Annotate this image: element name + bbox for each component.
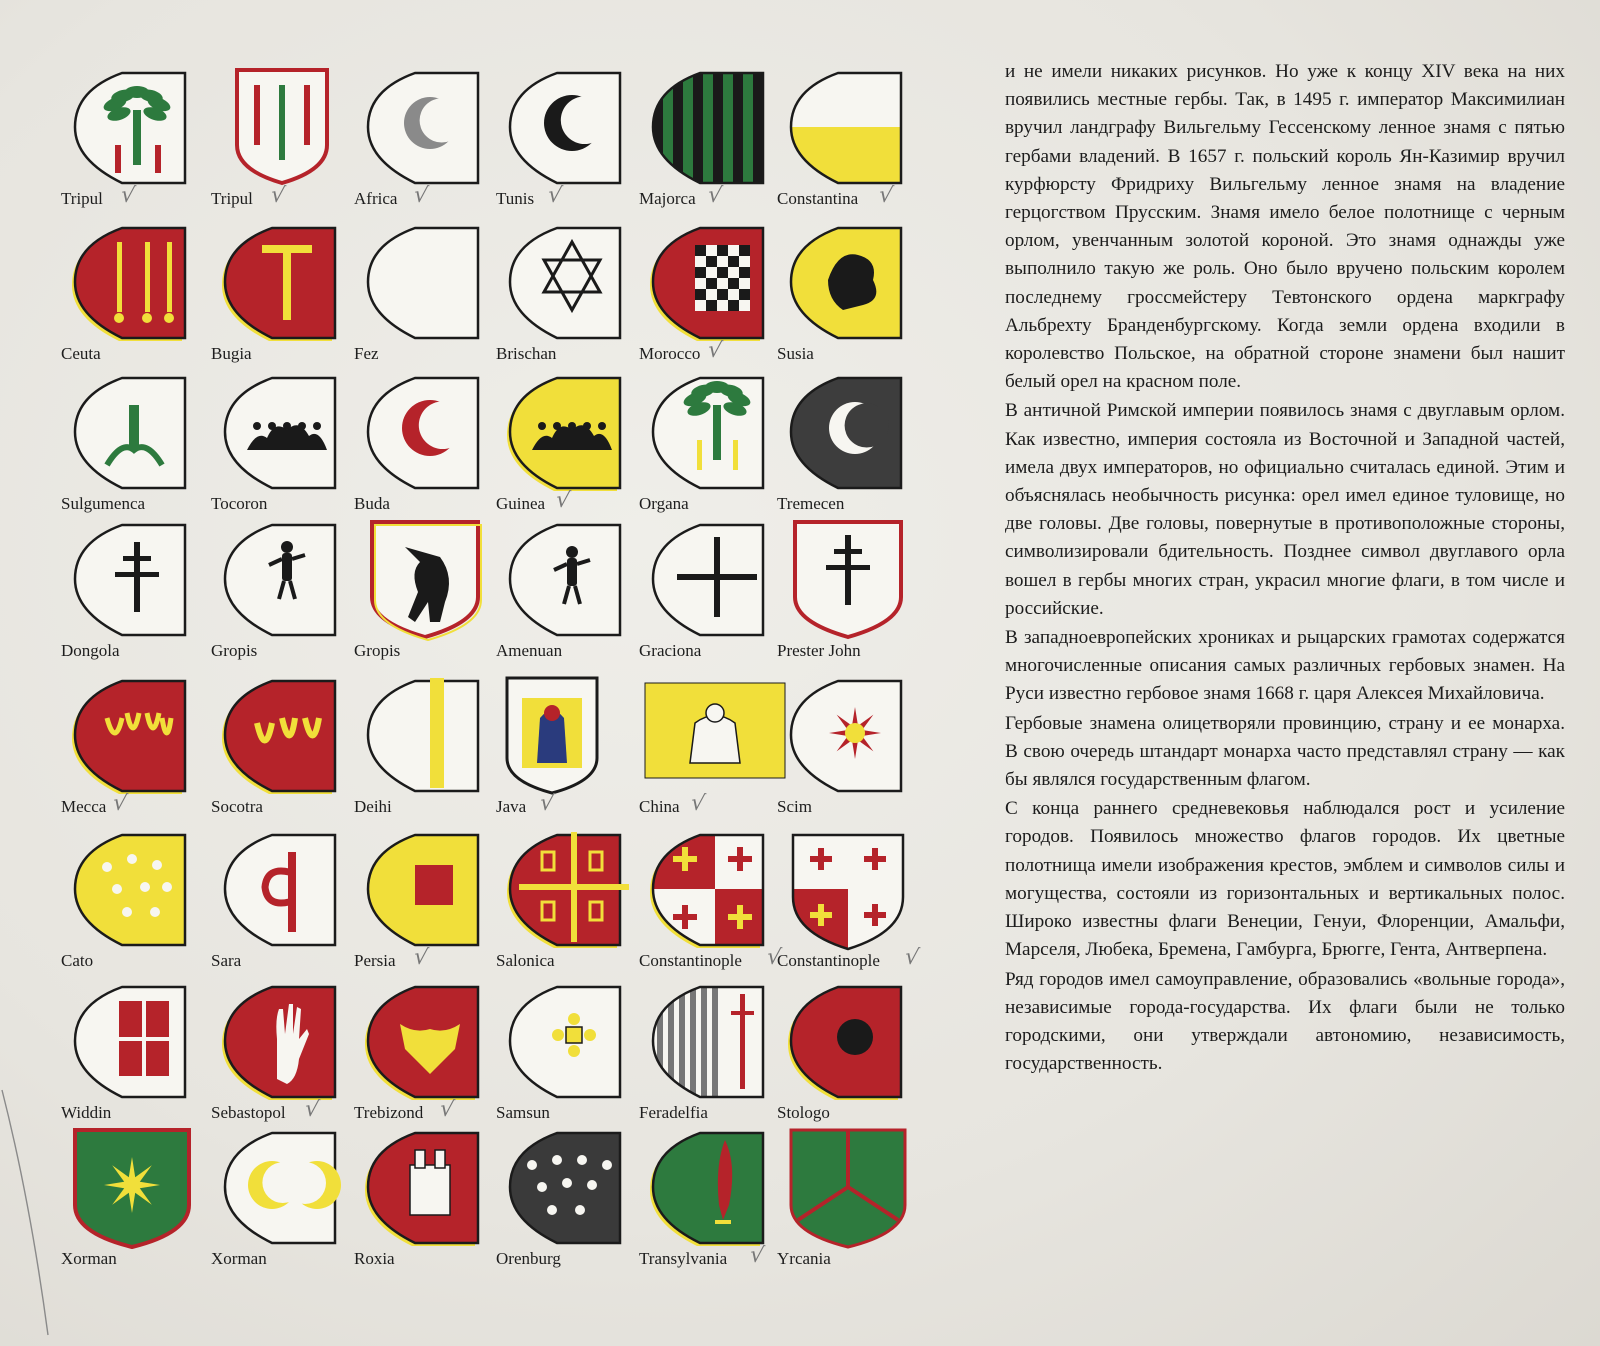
paragraph: В западноевропейских хрониках и рыцарских грамотах содержатся многочисленные описания самых различных гербовых знамен. На Руси известно гербовое знамя 1668 г. царя Алексея Михайловича. [1005,627,1565,705]
shield-label: Tripul [61,189,103,208]
shield-cell [211,1125,352,1275]
shield-label: Scim [777,797,812,816]
coat-of-arms-icon [502,1125,637,1250]
shield-label: Tocoron [211,494,268,513]
shield-label: Constantinople [639,951,742,970]
coat-of-arms-icon [783,220,918,345]
pencil-tick-icon: √ [748,1242,766,1269]
paragraph: С конца раннего средневековья наблюдался рост и усиление городов. Появилось множество флагов городов. Их цветные полотнища имели изображения крестов, эмблем и символов силы и могущества, состояли из горизонтальных и вертикальных полос. Широко известны флаги Венеции, Генуи, Флоренции, Амальфи, Марселя, Любека, Бремена, Гамбурга, Брюгге, Гента, Антверпена. [1005,798,1565,961]
shield-cell [777,827,921,977]
shield-cell [354,220,495,370]
shield-label: Buda [354,494,390,513]
shield-label: Guinea [496,494,546,513]
shield-label: Morocco [639,344,701,363]
shield-label: Fez [354,344,379,363]
shield-cell [61,370,202,520]
shield-label: Sara [211,951,242,970]
article-text [1005,58,1565,1079]
paragraph: и не имели никаких рисунков. Но уже к концу XIV века на них появились местные гербы. Так, в 1495 г. император Максимилиан вручил ландграфу Вильгельму Гессенскому ленное знамя с пятью гербами владений. В 1657 г. польский король Ян-Казимир вручил курфюрсту Фридриху Вильгельму ленное знамя на владение герцогством Прусским. Знамя имело белое полотнище с черным орлом, увенчанным золотой короной. Это знамя однажды уже выполнило такую же роль. Оно было вручено польским королем последнему гроссмейстеру Тевтонского ордена маркграфу Альбрехту Бранденбургскому. Когда земли ордена входили в королевство Польское, на обратной стороне знамени был нашит белый орел на красном поле. [1005,61,1565,393]
coat-of-arms-icon [67,1125,202,1250]
coat-of-arms-icon [360,65,495,190]
pencil-tick-icon: √ [554,487,573,514]
pencil-tick-icon: √ [412,182,431,209]
coat-of-arms-icon [502,979,637,1104]
coat-of-arms-icon [645,220,780,345]
shield-cell [61,517,202,667]
coat-of-arms-icon [67,370,202,495]
shield-label: Africa [354,189,398,208]
coat-of-arms-icon [502,220,637,345]
coat-of-arms-icon [67,220,202,345]
coat-of-arms-icon [217,220,352,345]
coat-of-arms-icon [217,673,352,798]
coat-of-arms-icon [502,827,637,952]
shield-cell [211,517,352,667]
shield-label: Xorman [61,1249,117,1268]
shield-cell [61,65,202,215]
shield-cell [211,673,352,823]
coat-of-arms-icon [783,827,918,952]
shield-label: China [639,797,680,816]
shield-cell [777,673,918,823]
shield-cell [211,220,352,370]
shield-cell [354,673,495,823]
shield-label: Samsun [496,1103,550,1122]
shield-cell [354,979,495,1129]
shield-cell [496,65,637,215]
shield-cell [211,370,352,520]
coat-of-arms-icon [217,65,352,190]
shield-cell [354,827,495,977]
coat-of-arms-icon [783,370,918,495]
shield-label: Gropis [211,641,258,660]
shield-cell [211,979,352,1129]
pencil-tick-icon: √ [269,182,288,209]
coat-of-arms-icon [217,979,352,1104]
shield-cell [61,979,202,1129]
shield-cell [777,65,918,215]
pencil-tick-icon: √ [689,790,707,817]
shield-label: Tremecen [777,494,845,513]
coat-of-arms-icon [783,65,918,190]
paragraph: Ряд городов имел самоуправление, образовались «вольные города», независимые города-государства. Их флаги были не только городскими, они утверждали автономию, независимость, государственность. [1005,968,1565,1075]
shield-cell [354,517,495,667]
coat-of-arms-icon [645,827,780,952]
pencil-tick-icon: √ [412,944,431,971]
coat-of-arms-icon [645,65,780,190]
pencil-tick-icon: √ [902,944,921,971]
pencil-tick-icon: √ [437,1096,456,1123]
coat-of-arms-icon [67,827,202,952]
shield-cell [61,827,202,977]
shield-cell [777,220,918,370]
coat-of-arms-icon [217,1125,352,1250]
shield-cell [639,65,780,215]
coat-of-arms-icon [783,1125,918,1250]
shield-cell [777,1125,918,1275]
pencil-tick-icon: √ [119,182,138,209]
shield-cell [639,673,780,823]
coat-of-arms-icon [67,65,202,190]
shield-cell [496,517,637,667]
coat-of-arms-icon [360,1125,495,1250]
shield-cell [639,370,780,520]
paragraph: В античной Римской империи появилось знамя с двуглавым орлом. Как известно, империя состояла из Восточной и Западной частей, имела двух императоров, но официально считалась единой. Этим и объяснялась необычность рисунка: орел имел единое туловище, но две головы. Две головы, повернутые в противоположные стороны, символизировали бдительность. Позднее символ двуглавого орла вошел в гербы многих стран, украсил многие флаги, в том числе и российские. [1005,400,1565,619]
coat-of-arms-icon [67,673,202,798]
shield-label: Mecca [61,797,107,816]
pencil-tick-icon: √ [764,944,783,971]
shield-cell [211,65,352,215]
shields-grid [55,55,955,1315]
coat-of-arms-icon [502,517,637,642]
shield-label: Xorman [211,1249,267,1268]
coat-of-arms-icon [67,517,202,642]
shield-cell [354,370,495,520]
coat-of-arms-icon [645,979,780,1104]
pencil-tick-icon: √ [706,337,724,364]
shield-label: Deihi [354,797,392,816]
shield-label: Brischan [496,344,557,363]
shield-cell [639,517,780,667]
pencil-tick-icon: √ [706,182,724,209]
shield-cell [496,673,637,823]
coat-of-arms-icon [360,370,495,495]
coat-of-arms-icon [360,220,495,345]
shield-label: Trebizond [354,1103,424,1122]
shield-cell [496,979,637,1129]
shield-label: Orenburg [496,1249,561,1268]
shield-label: Roxia [354,1249,395,1268]
shield-cell [496,370,637,520]
shield-label: Ceuta [61,344,101,363]
coat-of-arms-icon [783,979,918,1104]
shield-cell [496,1125,637,1275]
pencil-tick-icon: √ [111,790,129,817]
shield-label: Tunis [496,189,535,208]
shield-cell [777,370,918,520]
shield-label: Dongola [61,641,120,660]
shield-label: Majorca [639,189,696,208]
shield-label: Salonica [496,951,555,970]
shield-label: Persia [354,951,396,970]
shield-cell [639,979,780,1129]
shield-cell [211,827,352,977]
shield-cell [777,979,918,1129]
pencil-tick-icon: √ [546,182,564,209]
coat-of-arms-icon [360,517,495,642]
shield-label: Graciona [639,641,702,660]
shield-label: Sulgumenca [61,494,146,513]
shield-label: Sebastopol [211,1103,286,1122]
coat-of-arms-icon [360,979,495,1104]
shield-label: Cato [61,951,94,970]
shield-label: Prester John [777,641,861,660]
shield-label: Constantinople [777,951,880,970]
coat-of-arms-icon [645,517,780,642]
shield-label: Java [496,797,527,816]
shield-cell [61,1125,202,1275]
shield-cell [639,220,780,370]
pencil-mark [0,1080,60,1340]
shield-label: Yrcania [777,1249,831,1268]
coat-of-arms-icon [360,827,495,952]
shield-cell [777,517,918,667]
coat-of-arms-icon [217,827,352,952]
shield-label: Gropis [354,641,401,660]
coat-of-arms-icon [67,979,202,1104]
shield-label: Widdin [61,1103,112,1122]
shield-cell [639,1125,780,1275]
shield-label: Organa [639,494,689,513]
shield-cell [496,827,637,977]
shield-cell [639,827,783,977]
shield-cell [354,1125,495,1275]
shield-label: Socotra [211,797,263,816]
shield-label: Transylvania [639,1249,728,1268]
shield-label: Feradelfia [639,1103,708,1122]
shield-label: Amenuan [496,641,563,660]
coat-of-arms-icon [217,517,352,642]
pencil-tick-icon: √ [877,182,896,209]
pencil-tick-icon: √ [303,1096,321,1123]
coat-of-arms-icon [783,673,918,798]
coat-of-arms-icon [217,370,352,495]
shield-label: Tripul [211,189,253,208]
shield-label: Bugia [211,344,252,363]
coat-of-arms-icon [502,370,637,495]
shield-cell [496,220,637,370]
shield-label: Constantina [777,189,859,208]
coat-of-arms-icon [360,673,495,798]
pencil-tick-icon: √ [537,790,556,817]
coat-of-arms-icon [645,1125,780,1250]
coat-of-arms-icon [645,370,780,495]
shield-cell [61,220,202,370]
shield-cell [61,673,202,823]
shield-label: Susia [777,344,814,363]
coat-of-arms-icon [645,673,780,798]
paragraph: Гербовые знамена олицетворяли провинцию, страну и ее монарха. В свою очередь штандарт монарха часто представлял страну — как бы являлся государственным флагом. [1005,712,1565,791]
coat-of-arms-icon [783,517,918,642]
shield-cell [354,65,495,215]
coat-of-arms-icon [502,673,637,798]
coat-of-arms-icon [502,65,637,190]
shield-label: Stologo [777,1103,830,1122]
